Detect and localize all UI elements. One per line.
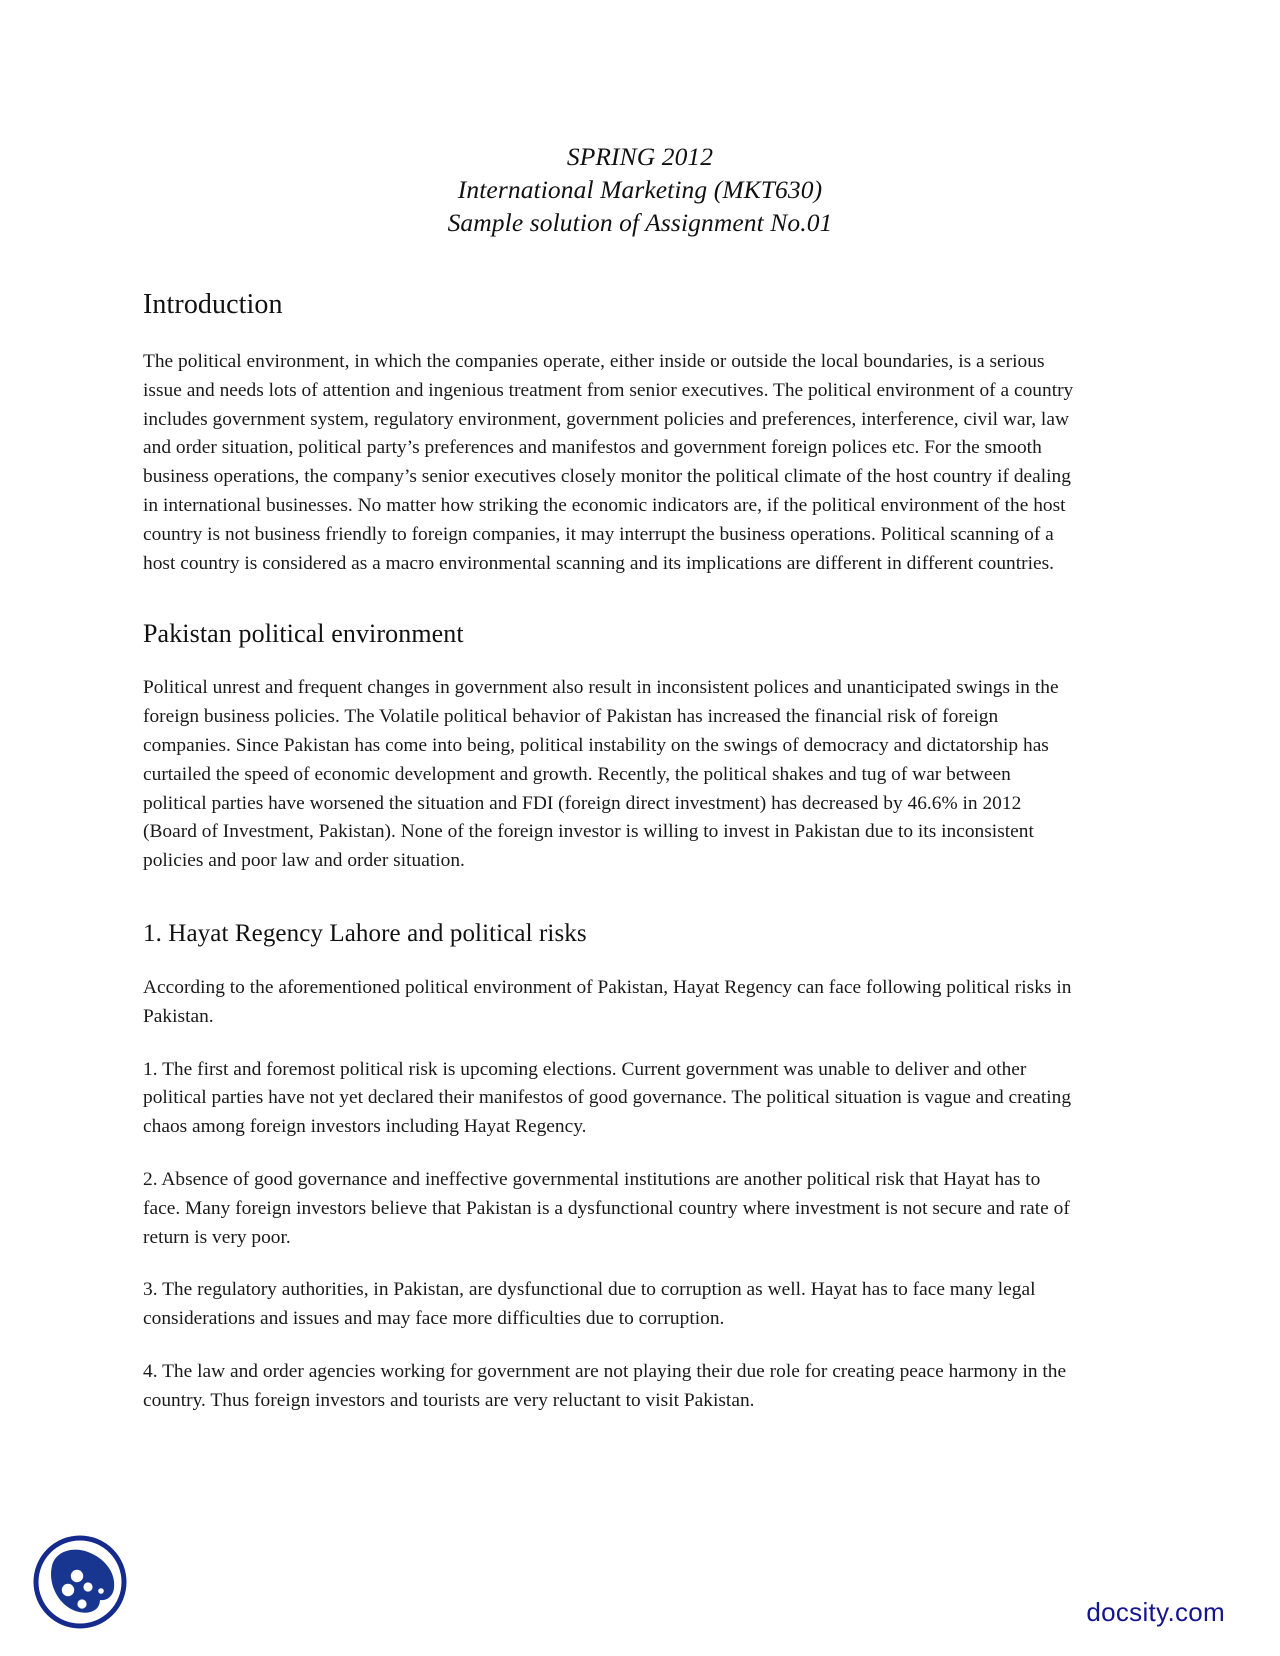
paragraph-pakistan-1: Political unrest and frequent changes in government also result in inconsistent polices and unanticipated swings in the foreign business policies. The Volatile political behavior of Pakistan has increased the financial risk of foreign companies. Since Pakistan has come into being, political instability on the swings of democracy and dictatorship has curtailed the speed of economic development and growth. Recently, the political shakes and tug of war between political parties have worsened the situation and FDI (foreign direct investment) has decreased by 46.6% in 2012 (Board of Investment, Pakistan). None of the foreign investor is willing to invest in Pakistan due to its inconsistent policies and poor law and order situation.	[143, 677, 1059, 872]
header-line-subtitle: Sample solution of Assignment No.01	[447, 208, 833, 237]
paragraph-hayat-intro: According to the aforementioned political environment of Pakistan, Hayat Regency can face following political risks in Pakistan.	[143, 976, 1072, 1027]
docsity-brand-text[interactable]: docsity.com	[1086, 1597, 1225, 1627]
paragraph-introduction-1: The political environment, in which the companies operate, either inside or outside the local boundaries, is a serious issue and needs lots of attention and ingenious treatment from senior executives. The political environment of a country includes government system, regulatory environment, government policies and preferences, interference, civil war, law and order situation, political party’s preferences and manifestos and government foreign polices etc. For the smooth business operations, the company’s senior executives closely monitor the political climate of the host country if dealing in international businesses. No matter how striking the economic indicators are, if the political environment of the host country is not business friendly to foreign companies, it may interrupt the business operations. Political scanning of a host country is considered as a macro environmental scanning and its implications are different in different countries.	[143, 351, 1074, 574]
document-header	[0, 140, 1280, 239]
paragraph-risk-4: 4. The law and order agencies working for government are not playing their due role for creating peace harmony in the country. Thus foreign investors and tourists are very reluctant to visit Pakistan.	[143, 1360, 1067, 1411]
paragraph-risk-3: 3. The regulatory authorities, in Pakistan, are dysfunctional due to corruption as well. Hayat has to face many legal considerations and issues and may face more difficulties due to corruption.	[143, 1279, 1036, 1330]
header-line-term: SPRING 2012	[566, 142, 714, 171]
paragraph-risk-1: 1. The first and foremost political risk is upcoming elections. Current government was unable to deliver and other political parties have not yet declared their manifestos of good governance. The political situation is vague and creating chaos among foreign investors including Hayat Regency.	[143, 1058, 1072, 1138]
header-line-course: International Marketing (MKT630)	[457, 175, 823, 204]
heading-introduction: Introduction	[143, 289, 283, 320]
paragraph-risk-2: 2. Absence of good governance and ineffective governmental institutions are another political risk that Hayat has to face. Many foreign investors believe that Pakistan is a dysfunctional country where investment is not secure and rate of return is very poor.	[143, 1168, 1070, 1248]
heading-hayat-regency-political-risks: 1. Hayat Regency Lahore and political risks	[143, 919, 587, 947]
document-body	[143, 288, 1078, 1416]
docsity-logo-icon	[28, 1530, 132, 1634]
heading-pakistan-political-environment: Pakistan political environment	[143, 619, 464, 649]
